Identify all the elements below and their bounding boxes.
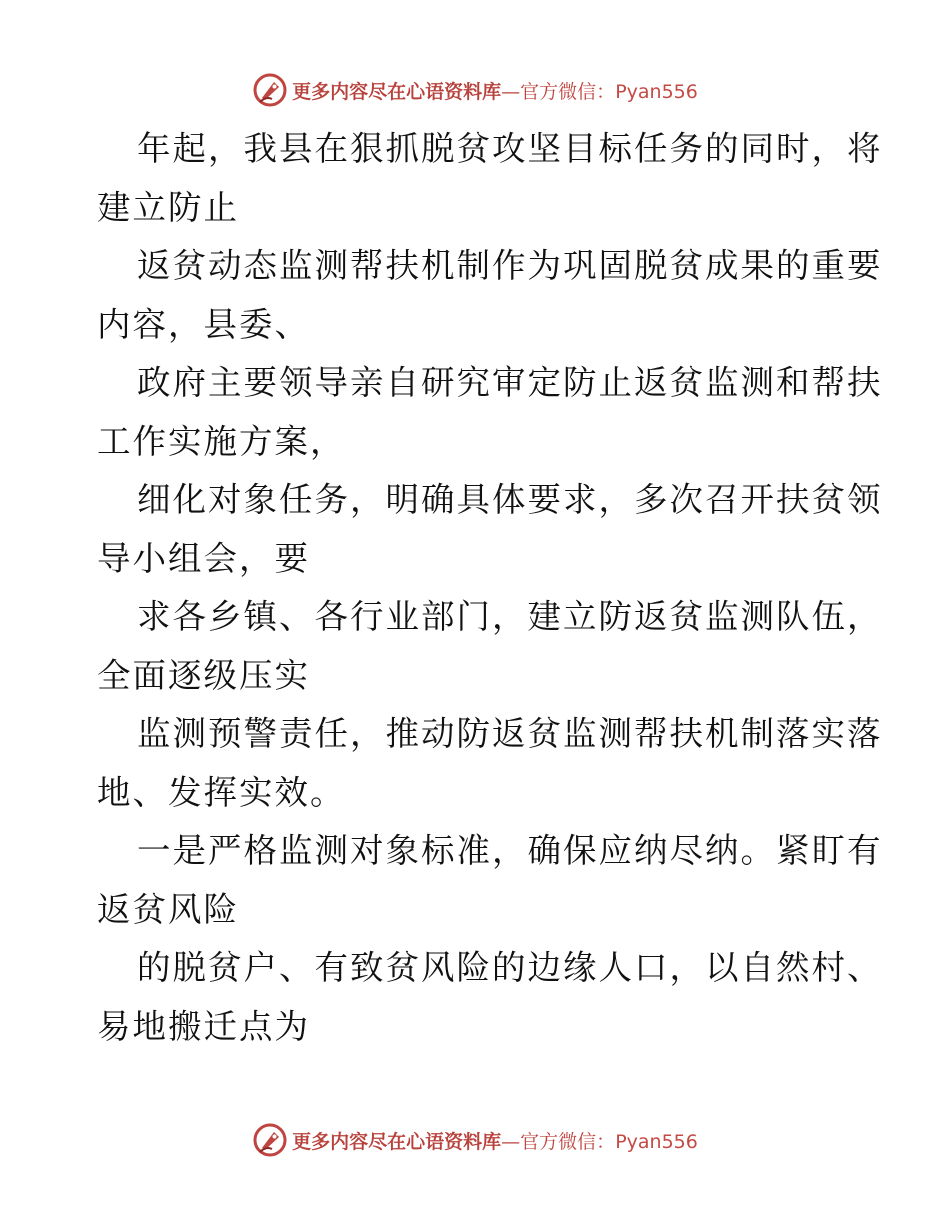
watermark-label: 官方微信：: [520, 80, 616, 103]
paragraph-line: 地、发挥实效。: [97, 772, 346, 812]
paragraph-line: 导小组会，要: [97, 538, 310, 578]
watermark-site: 更多内容尽在心语资料库: [292, 1130, 502, 1153]
watermark-id: Pyan556: [615, 1130, 698, 1153]
paragraph: [97, 939, 883, 1056]
header-watermark: [0, 70, 950, 110]
pen-nib-logo-icon: [252, 72, 288, 108]
watermark-text: [292, 1127, 698, 1154]
paragraph-line: 全面逐级压实: [97, 655, 310, 695]
paragraph: [97, 354, 883, 471]
watermark-dash: —: [501, 1130, 521, 1153]
paragraph-line: 求各乡镇、各行业部门，建立防返贫监测队伍，: [137, 597, 883, 636]
paragraph-line: 年起，我县在狠抓脱贫攻坚目标任务的同时，将: [137, 129, 883, 168]
watermark-id: Pyan556: [615, 80, 698, 103]
paragraph-line: 监测预警责任，推动防返贫监测帮扶机制落实落: [137, 714, 883, 753]
paragraph-line: 政府主要领导亲自研究审定防止返贫监测和帮扶: [137, 363, 883, 402]
paragraph: [97, 471, 883, 588]
document-body: [97, 120, 883, 1056]
paragraph-line: 的脱贫户、有致贫风险的边缘人口，以自然村、: [137, 948, 883, 987]
paragraph: [97, 588, 883, 705]
paragraph-line: 易地搬迁点为: [97, 1006, 310, 1046]
paragraph: [97, 120, 883, 237]
watermark-text: [292, 77, 698, 104]
paragraph: [97, 705, 883, 822]
paragraph-line: 内容，县委、: [97, 304, 310, 344]
paragraph-line: 细化对象任务，明确具体要求，多次召开扶贫领: [137, 480, 883, 519]
paragraph-line: 返贫动态监测帮扶机制作为巩固脱贫成果的重要: [137, 246, 883, 285]
paragraph-line: 返贫风险: [97, 889, 239, 929]
paragraph: [97, 237, 883, 354]
pen-nib-logo-icon: [252, 1122, 288, 1158]
footer-watermark: [0, 1120, 950, 1160]
paragraph-line: 工作实施方案，: [97, 421, 346, 461]
paragraph-line: 建立防止: [97, 187, 239, 227]
paragraph-line: 一是严格监测对象标准，确保应纳尽纳。紧盯有: [137, 831, 883, 870]
watermark-site: 更多内容尽在心语资料库: [292, 80, 502, 103]
watermark-dash: —: [501, 80, 521, 103]
watermark-label: 官方微信：: [520, 1130, 616, 1153]
paragraph: [97, 822, 883, 939]
